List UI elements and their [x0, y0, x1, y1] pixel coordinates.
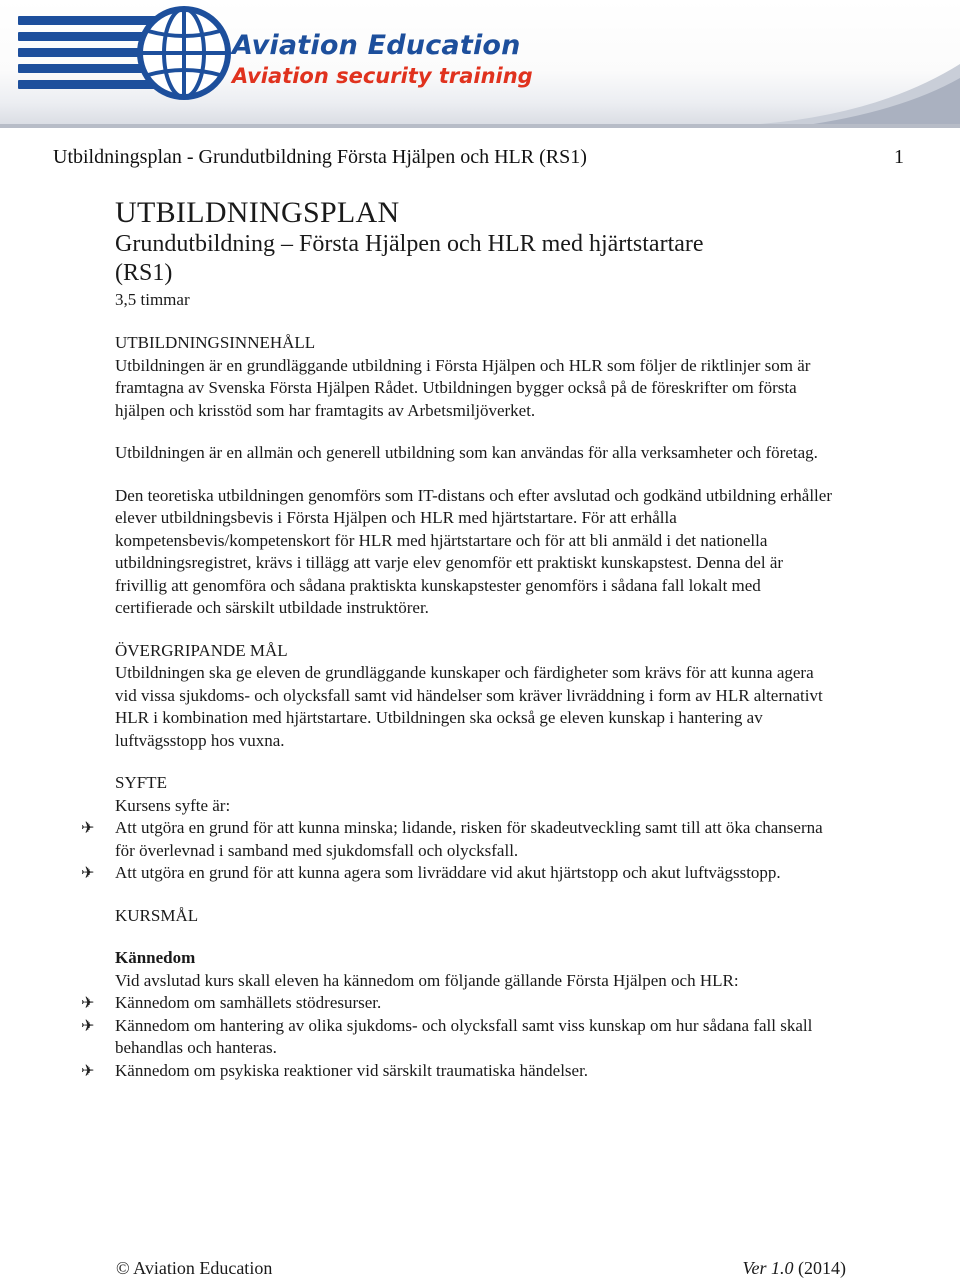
document-subtitle-code: (RS1)	[115, 260, 173, 286]
list-item: ✈ Kännedom om hantering av olika sjukdoms- och olycksfall samt viss kunskap om hur sådana fall skall behandlas och hanteras.	[81, 1015, 813, 1057]
list-item: ✈ Kännedom om samhällets stödresurser.	[81, 992, 835, 1015]
running-header-title: Utbildningsplan - Grundutbildning Första Hjälpen och HLR (RS1)	[53, 146, 587, 168]
version-year: (2014)	[798, 1258, 846, 1278]
document-subtitle: Grundutbildning – Första Hjälpen och HLR med hjärtstartare	[115, 231, 704, 257]
airplane-icon: ✈	[81, 1060, 95, 1080]
banner-swoosh	[760, 64, 960, 128]
purpose-heading: SYFTE	[115, 773, 167, 792]
footer-version	[743, 1258, 847, 1279]
airplane-icon: ✈	[81, 1015, 95, 1035]
knowledge-heading: Kännedom	[115, 948, 196, 967]
document-title: UTBILDNINGSPLAN	[115, 196, 400, 229]
version-label: Ver 1.0	[742, 1258, 794, 1278]
goal-paragraph: Utbildningen ska ge eleven de grundläggande kunskaper och färdigheter som krävs för att kunna agera vid vissa sjukdoms- och olycksfall samt vid händelser som kräver livräddning i form av HLR alternativt HLR i kombination med hjärtstartare. Utbildningen ska också ge eleven kunskap i hantering av luftvägsstopp hos vuxna.	[115, 663, 823, 750]
content-heading: UTBILDNINGSINNEHÅLL	[115, 333, 316, 352]
document-body	[81, 196, 835, 1082]
airplane-icon: ✈	[81, 863, 95, 882]
knowledge-list	[81, 992, 835, 1082]
page-number: 1	[894, 146, 904, 168]
brand-title: Aviation Education	[232, 30, 521, 61]
airplane-icon: ✈	[81, 818, 95, 837]
airplane-icon: ✈	[81, 993, 95, 1012]
content-paragraph-2: Utbildningen är en allmän och generell utbildning som kan användas för alla verksamheter och företag.	[115, 443, 818, 462]
goal-heading: ÖVERGRIPANDE MÅL	[115, 640, 288, 660]
footer-copyright: © Aviation Education	[116, 1258, 273, 1278]
header-banner	[0, 0, 960, 128]
brand-subtitle: Aviation security training	[232, 64, 533, 88]
list-item: ✈ Att utgöra en grund för att kunna agera som livräddare vid akut hjärtstopp och akut luftvägsstopp.	[81, 862, 835, 885]
content-paragraph-3: Den teoretiska utbildningen genomförs som IT-distans och efter avslutad och godkänd utbildning erhåller elever utbildningsbevis i Första Hjälpen och HLR med hjärtstartare. För att erhålla kompetensbevis/kompetenskort för HLR med hjärtstartare och för att bli anmäld i det nationella utbildningsregistret, krävs i tillägg att varje elev genomför ett praktiskt kunskapstest. Denna del är frivillig att genomföra och sådana praktiskta kunskapstester genomförs i sådana fall lokalt med certifierade och särskilt utbildade instruktörer.	[115, 485, 832, 617]
purpose-list	[81, 817, 835, 885]
content-paragraph-1: Utbildningen är en grundläggande utbildning i Första Hjälpen och HLR som följer de riktlinjer som är framtagna av Svenska Första Hjälpen Rådet. Utbildningen bygger också på de föreskrifter om första hjälpen och krisstöd som har framtagits av Arbetsmiljöverket.	[115, 355, 811, 420]
banner-rule	[0, 124, 960, 128]
list-item: ✈ Kännedom om psykiska reaktioner vid särskilt traumatiska händelser.	[81, 1060, 835, 1083]
globe-logo-icon	[18, 6, 256, 100]
purpose-intro: Kursens syfte är:	[115, 795, 231, 815]
course-goals-heading: KURSMÅL	[115, 905, 199, 925]
course-duration: 3,5 timmar	[115, 290, 190, 309]
list-item: ✈ Att utgöra en grund för att kunna minska; lidande, risken för skadeutveckling samt till att öka chanserna för överlevnad i samband med sjukdomsfall och olycksfall.	[81, 818, 823, 860]
knowledge-intro: Vid avslutad kurs skall eleven ha kännedom om följande gällande Första Hjälpen och HLR:	[115, 970, 739, 990]
